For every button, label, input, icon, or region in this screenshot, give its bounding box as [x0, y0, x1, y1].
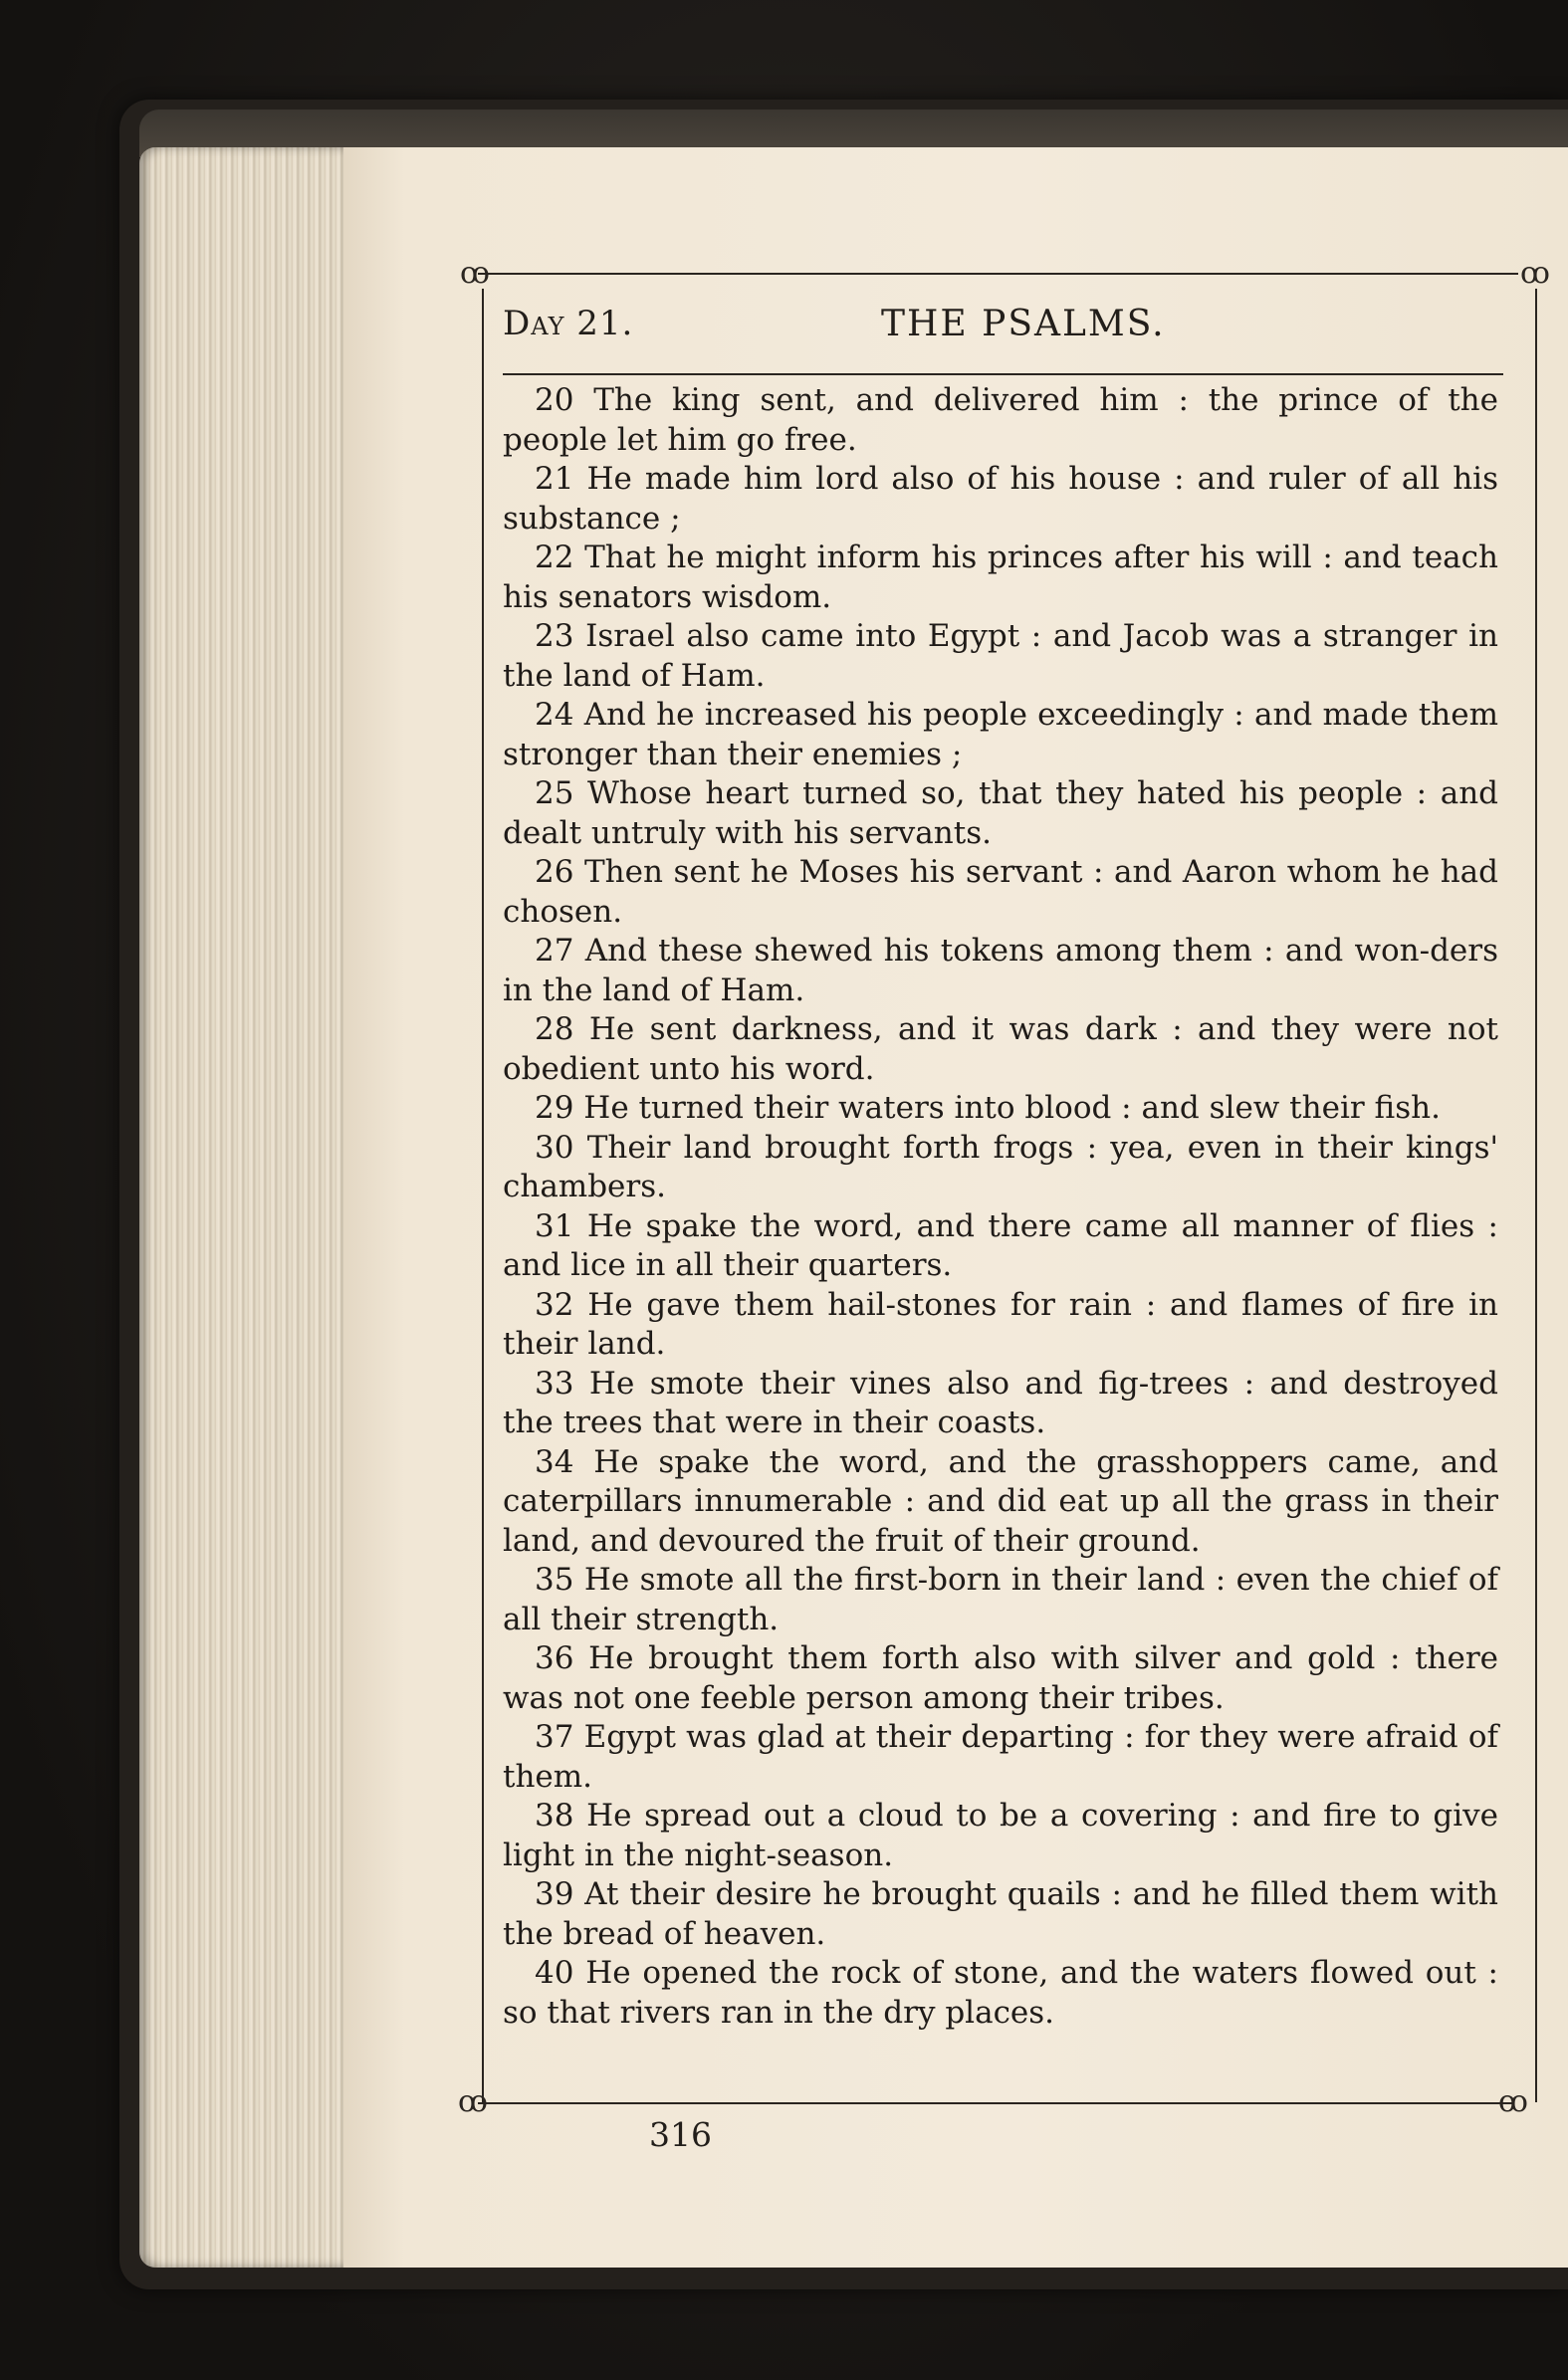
- verse-20: 20 The king sent, and delivered him : the prince of the people let him go free.: [503, 382, 1498, 458]
- verse-37: 37 Egypt was glad at their departing : for they were afraid of them.: [503, 1719, 1498, 1795]
- corner-ornament-top-left: ꝏ: [460, 256, 490, 291]
- running-header: [503, 304, 1503, 363]
- verse-list: [503, 381, 1498, 2033]
- corner-ornament-bottom-right: ꝏ: [1498, 2084, 1528, 2119]
- verse-32: 32 He gave them hail-stones for rain : and flames of fire in their land.: [503, 1286, 1498, 1362]
- corner-ornament-top-right: ꝏ: [1520, 256, 1550, 291]
- verse-22: 22 That he might inform his princes after his will : and teach his senators wisdom.: [503, 540, 1498, 615]
- verse-26: 26 Then sent he Moses his servant : and Aaron whom he had chosen.: [503, 854, 1498, 930]
- frame-bottom-rule: [478, 2102, 1513, 2104]
- verse-34: 34 He spake the word, and the grasshoppers came, and caterpillars innumerable : and did eat up all the grass in their land, and devoured the fruit of their ground.: [503, 1443, 1498, 1559]
- verse-28: 28 He sent darkness, and it was dark : and they were not obedient unto his word.: [503, 1011, 1498, 1087]
- page-number: 316: [649, 2115, 712, 2154]
- verse-29: 29 He turned their waters into blood : and slew their fish.: [535, 1090, 1441, 1126]
- header-rule: [503, 373, 1503, 375]
- verse-33: 33 He smote their vines also and fig-trees : and destroyed the trees that were in their coasts.: [503, 1365, 1498, 1440]
- verse-36: 36 He brought them forth also with silver and gold : there was not one feeble person among their tribes.: [503, 1640, 1498, 1716]
- frame-right-rule: [1535, 289, 1537, 2102]
- corner-ornament-bottom-left: ꝏ: [458, 2084, 488, 2119]
- day-label: Day 21.: [503, 304, 634, 343]
- verse-39: 39 At their desire he brought quails : and he filled them with the bread of heaven.: [503, 1876, 1498, 1952]
- verse-21: 21 He made him lord also of his house : and ruler of all his substance ;: [503, 461, 1498, 537]
- verse-31: 31 He spake the word, and there came all manner of flies : and lice in all their quarters.: [503, 1207, 1498, 1283]
- frame-left-rule: [482, 289, 484, 2102]
- page-title: THE PSALMS.: [881, 304, 1166, 344]
- verse-24: 24 And he increased his people exceedingly : and made them stronger than their enemies ;: [503, 697, 1498, 772]
- frame-top-rule: [478, 273, 1518, 275]
- page-edges: [139, 147, 343, 2268]
- verse-25: 25 Whose heart turned so, that they hated his people : and dealt untruly with his servants.: [503, 775, 1498, 851]
- verse-30: 30 Their land brought forth frogs : yea, even in their kings' chambers.: [503, 1129, 1498, 1204]
- verse-27: 27 And these shewed his tokens among them : and won-ders in the land of Ham.: [503, 933, 1498, 1008]
- verse-35: 35 He smote all the first-born in their land : even the chief of all their strength.: [503, 1562, 1498, 1637]
- verse-40: 40 He opened the rock of stone, and the waters flowed out : so that rivers ran in the dry places.: [503, 1955, 1498, 2031]
- verse-23: 23 Israel also came into Egypt : and Jacob was a stranger in the land of Ham.: [503, 618, 1498, 694]
- verse-38: 38 He spread out a cloud to be a covering : and fire to give light in the night-season.: [503, 1798, 1498, 1873]
